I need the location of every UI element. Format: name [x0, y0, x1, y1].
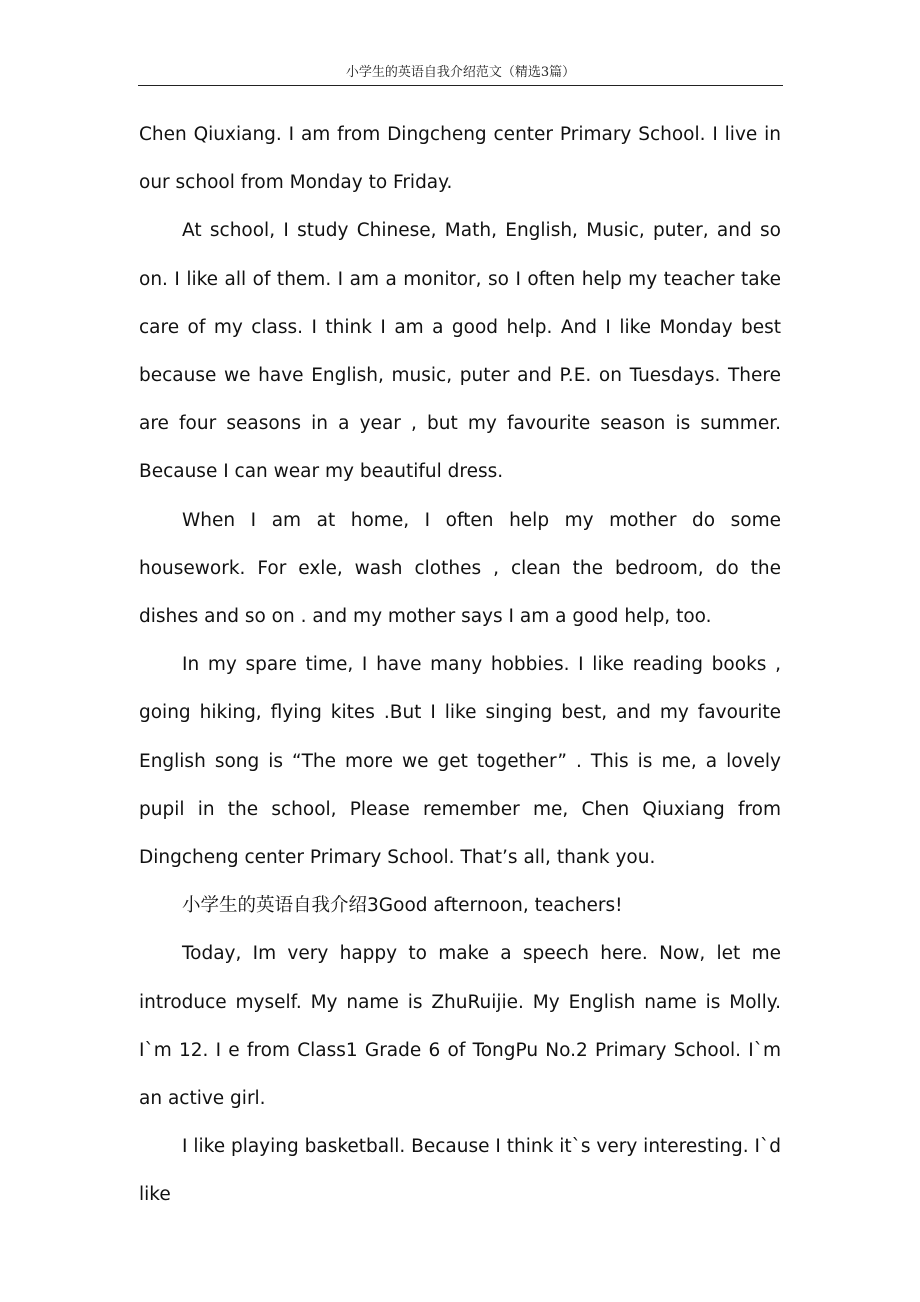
- paragraph: When I am at home, I often help my mother do some housework. For exle, wash clothes , clean the bedroom, do the dishes and so on . and my mother says I am a good help, too.: [139, 509, 781, 628]
- paragraph: Today, Im very happy to make a speech here. Now, let me introduce myself. My name is ZhuRuijie. My English name is Molly. I`m 12. I e from Class1 Grade 6 of TongPu No.2 Primary School. I`m an active girl.: [139, 943, 781, 1110]
- section-heading-text: 3Good afternoon, teachers!: [367, 895, 623, 917]
- running-header: 小学生的英语自我介绍范文（精选3篇）: [345, 65, 576, 80]
- section-heading-cjk: 小学生的英语自我介绍: [182, 895, 368, 917]
- paragraph: I like playing basketball. Because I think it`s very interesting. I`d like: [139, 1136, 781, 1206]
- document-body: [139, 111, 781, 1220]
- paragraph: Chen Qiuxiang. I am from Dingcheng center Primary School. I live in our school from Monday to Friday.: [139, 124, 781, 194]
- section-heading: [139, 882, 781, 930]
- paragraph: In my spare time, I have many hobbies. I like reading books , going hiking, flying kites .But I like singing best, and my favourite English song is “The more we get together” . This is me, a lovely pupil in the school, Please remember me, Chen Qiuxiang from Dingcheng center Primary School. That’s all, thank you.: [139, 654, 781, 869]
- paragraph: At school, I study Chinese, Math, English, Music, puter, and so on. I like all of them. I am a monitor, so I often help my teacher take care of my class. I think I am a good help. And I like Monday best because we have English, music, puter and P.E. on Tuesdays. There are four seasons in a year , but my favourite season is summer. Because I can wear my beautiful dress.: [139, 220, 781, 483]
- header-rule: [138, 85, 783, 86]
